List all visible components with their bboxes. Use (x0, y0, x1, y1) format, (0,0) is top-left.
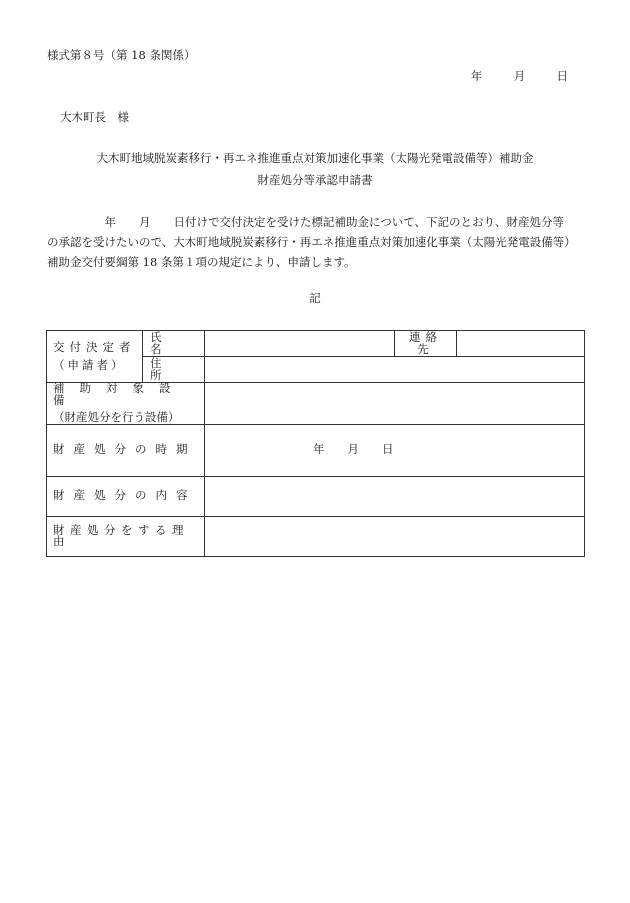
content-label: 財産処分の内容 (47, 476, 205, 516)
applicant-label-2: （申請者） (53, 358, 126, 372)
body-line-2: の承認を受けたいので、大木町地域脱炭素移行・再エネ推進重点対策加速化事業（太陽光発電設備等） (47, 235, 576, 249)
contact-label: 連絡先 (395, 331, 457, 357)
equipment-label-1: 補助対象設備 (53, 381, 186, 407)
applicant-label-1: 交付決定者 (53, 339, 136, 354)
document-title-line1: 大木町地域脱炭素移行・再エネ推進重点対策加速化事業（太陽光発電設備等）補助金 (96, 151, 534, 165)
application-table (46, 330, 585, 557)
reason-label: 財産処分をする理由 (47, 516, 205, 556)
timing-field[interactable] (205, 424, 585, 476)
date-year: 年 (470, 69, 483, 83)
submission-date (471, 71, 568, 83)
name-field[interactable] (205, 331, 395, 357)
content-field[interactable] (205, 476, 585, 516)
form-number: 様式第８号（第 18 条関係） (47, 48, 196, 62)
reason-field[interactable] (205, 516, 585, 556)
equipment-label (47, 383, 205, 425)
address-label: 住所 (143, 357, 205, 383)
applicant-label (47, 331, 143, 383)
application-body (47, 212, 587, 272)
contact-field[interactable] (457, 331, 585, 357)
timing-value: 年 月 日 (313, 442, 394, 457)
body-line-3: 補助金交付要綱第 18 条第１項の規定により、申請します。 (47, 255, 356, 269)
equipment-label-2: （財産処分を行う設備） (53, 410, 180, 424)
date-day: 日 (556, 69, 568, 83)
date-month: 月 (513, 69, 526, 83)
equipment-field[interactable] (205, 383, 585, 425)
addressee: 大木町長 様 (60, 110, 129, 124)
address-field[interactable] (205, 357, 585, 383)
timing-label: 財産処分の時期 (47, 424, 205, 476)
name-label: 氏名 (143, 331, 205, 357)
body-line-1: 年 月 日付けで交付決定を受けた標記補助金について、下記のとおり、財産処分等 (47, 215, 565, 229)
ki-heading: 記 (309, 291, 321, 305)
document-title-line2: 財産処分等承認申請書 (257, 173, 373, 187)
